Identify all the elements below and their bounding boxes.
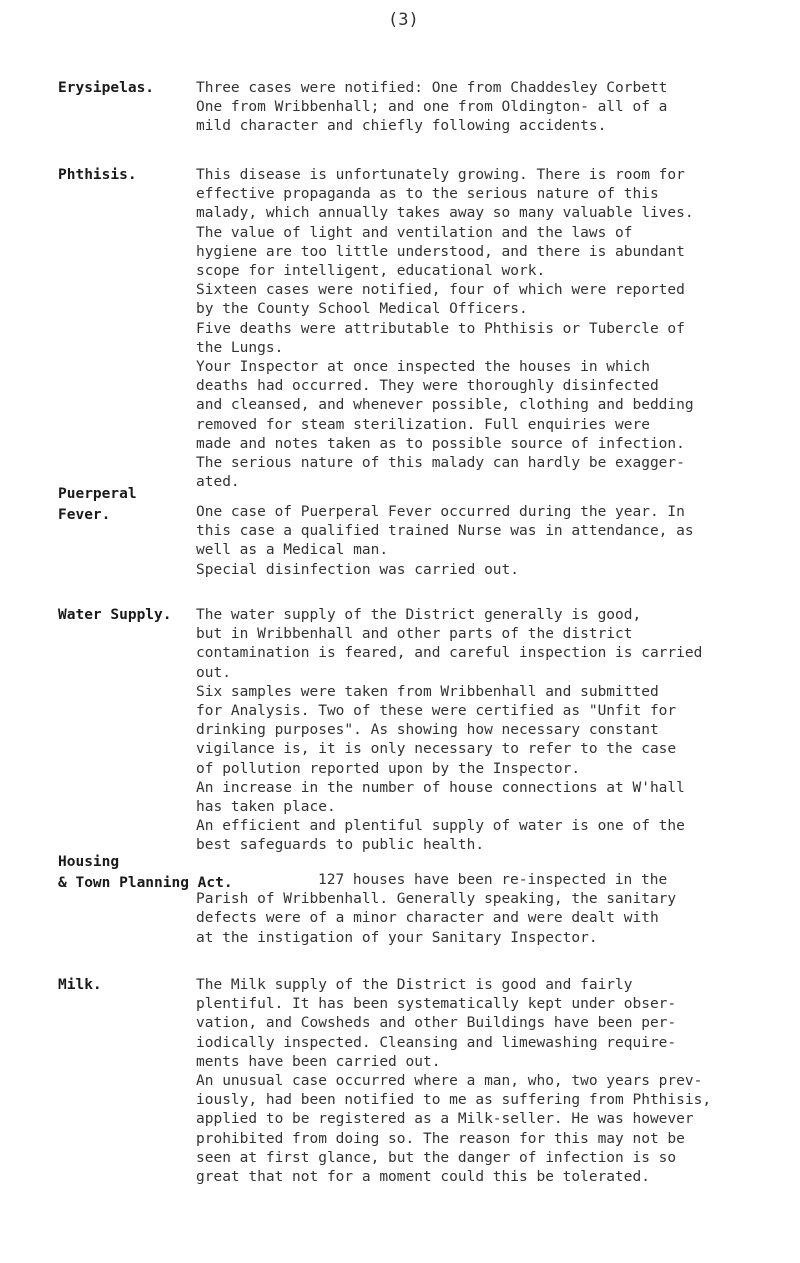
text-line: vigilance is, it is only necessary to refer to the case (196, 741, 677, 758)
text-line: by the County School Medical Officers. (196, 301, 528, 318)
text-line: best safeguards to public health. (196, 837, 485, 854)
text-line: ments have been carried out. (196, 1053, 441, 1070)
text-line: the Lungs. (196, 339, 284, 356)
page-number: (3) (388, 10, 419, 30)
text-line: prohibited from doing so. The reason for this may not be (196, 1130, 685, 1147)
text-line: effective propaganda as to the serious nature of this (196, 186, 659, 203)
body-water-supply (196, 606, 702, 856)
section-water-supply (58, 605, 778, 865)
text-line: for Analysis. Two of these were certified as "Unfit for (196, 703, 677, 720)
section-phthisis (58, 165, 778, 495)
text-line: Sixteen cases were notified, four of which were reported (196, 282, 685, 299)
text-line: hygiene are too little understood, and there is abundant (196, 243, 685, 260)
text-line: Parish of Wribbenhall. Generally speaking, the sanitary (196, 891, 677, 908)
text-line: deaths had occurred. They were thoroughly disinfected (196, 378, 659, 395)
text-line: plentiful. It has been systematically kept under obser- (196, 996, 677, 1013)
heading-erysipelas: Erysipelas. (58, 80, 155, 96)
text-line: iodically inspected. Cleansing and limewashing require- (196, 1034, 677, 1051)
section-puerperal-fever (58, 484, 778, 580)
text-line: has taken place. (196, 799, 336, 816)
text-line: of pollution reported upon by the Inspector. (196, 760, 581, 777)
text-line: vation, and Cowsheds and other Buildings have been per- (196, 1015, 677, 1032)
text-line: applied to be registered as a Milk-seller. He was however (196, 1111, 694, 1128)
heading-puerperal-fever: Puerperal Fever. (58, 486, 137, 523)
body-erysipelas (196, 79, 667, 137)
text-line: The value of light and ventilation and the laws of (196, 224, 633, 241)
text-line: One from Wribbenhall; and one from Oldington- all of a (196, 99, 668, 116)
text-line: Special disinfection was carried out. (196, 561, 520, 578)
text-line: scope for intelligent, educational work. (196, 263, 546, 280)
text-line: defects were of a minor character and were dealt with (196, 910, 659, 927)
text-line: malady, which annually takes away so many valuable lives. (196, 205, 694, 222)
text-line: iously, had been notified to me as suffering from Phthisis, (196, 1092, 712, 1109)
text-line: mild character and chiefly following accidents. (196, 118, 607, 135)
text-line: removed for steam sterilization. Full enquiries were (196, 416, 650, 433)
text-line: Six samples were taken from Wribbenhall and submitted (196, 683, 659, 700)
text-line: seen at first glance, but the danger of infection is so (196, 1149, 677, 1166)
text-line: The water supply of the District generally is good, (196, 607, 642, 623)
text-line: made and notes taken as to possible source of infection. (196, 435, 685, 452)
text-line: ated. (196, 474, 240, 491)
body-milk (196, 976, 711, 1187)
text-line: The serious nature of this malady can hardly be exagger- (196, 455, 685, 472)
heading-phthisis: Phthisis. (58, 167, 137, 183)
text-line: Three cases were notified: One from Chaddesley Corbett (196, 80, 668, 96)
text-line: Five deaths were attributable to Phthisis or Tubercle of (196, 320, 685, 337)
text-line: This disease is unfortunately growing. There is room for (196, 167, 685, 183)
text-line: An efficient and plentiful supply of water is one of the (196, 818, 685, 835)
text-line: this case a qualified trained Nurse was in attendance, as (196, 523, 694, 540)
text-line: An unusual case occurred where a man, who, two years prev- (196, 1073, 703, 1090)
text-line: drinking purposes". As showing how necessary constant (196, 722, 659, 739)
text-line: 127 houses have been re-inspected in the (318, 872, 668, 888)
text-line: out. (196, 664, 231, 681)
text-line: great that not for a moment could this be tolerated. (196, 1169, 650, 1186)
text-line: but in Wribbenhall and other parts of the district (196, 626, 633, 643)
body-phthisis (196, 166, 694, 492)
section-erysipelas (58, 78, 778, 148)
text-line: The Milk supply of the District is good and fairly (196, 977, 633, 993)
body-housing-first-line (196, 871, 677, 948)
section-milk (58, 975, 778, 1195)
text-line: An increase in the number of house connections at W'hall (196, 779, 685, 796)
text-line: contamination is feared, and careful inspection is carried (196, 645, 703, 662)
text-line: well as a Medical man. (196, 542, 389, 559)
text-line: and cleansed, and whenever possible, clothing and bedding (196, 397, 694, 414)
text-line: at the instigation of your Sanitary Inspector. (196, 929, 598, 946)
text-line: Your Inspector at once inspected the houses in which (196, 359, 650, 376)
body-puerperal-fever (196, 503, 694, 580)
heading-housing: Housing & Town Planning Act. (58, 854, 233, 891)
section-housing (58, 852, 778, 952)
text-line: One case of Puerperal Fever occurred during the year. In (196, 504, 685, 520)
heading-milk: Milk. (58, 977, 102, 993)
heading-water-supply: Water Supply. (58, 607, 172, 623)
